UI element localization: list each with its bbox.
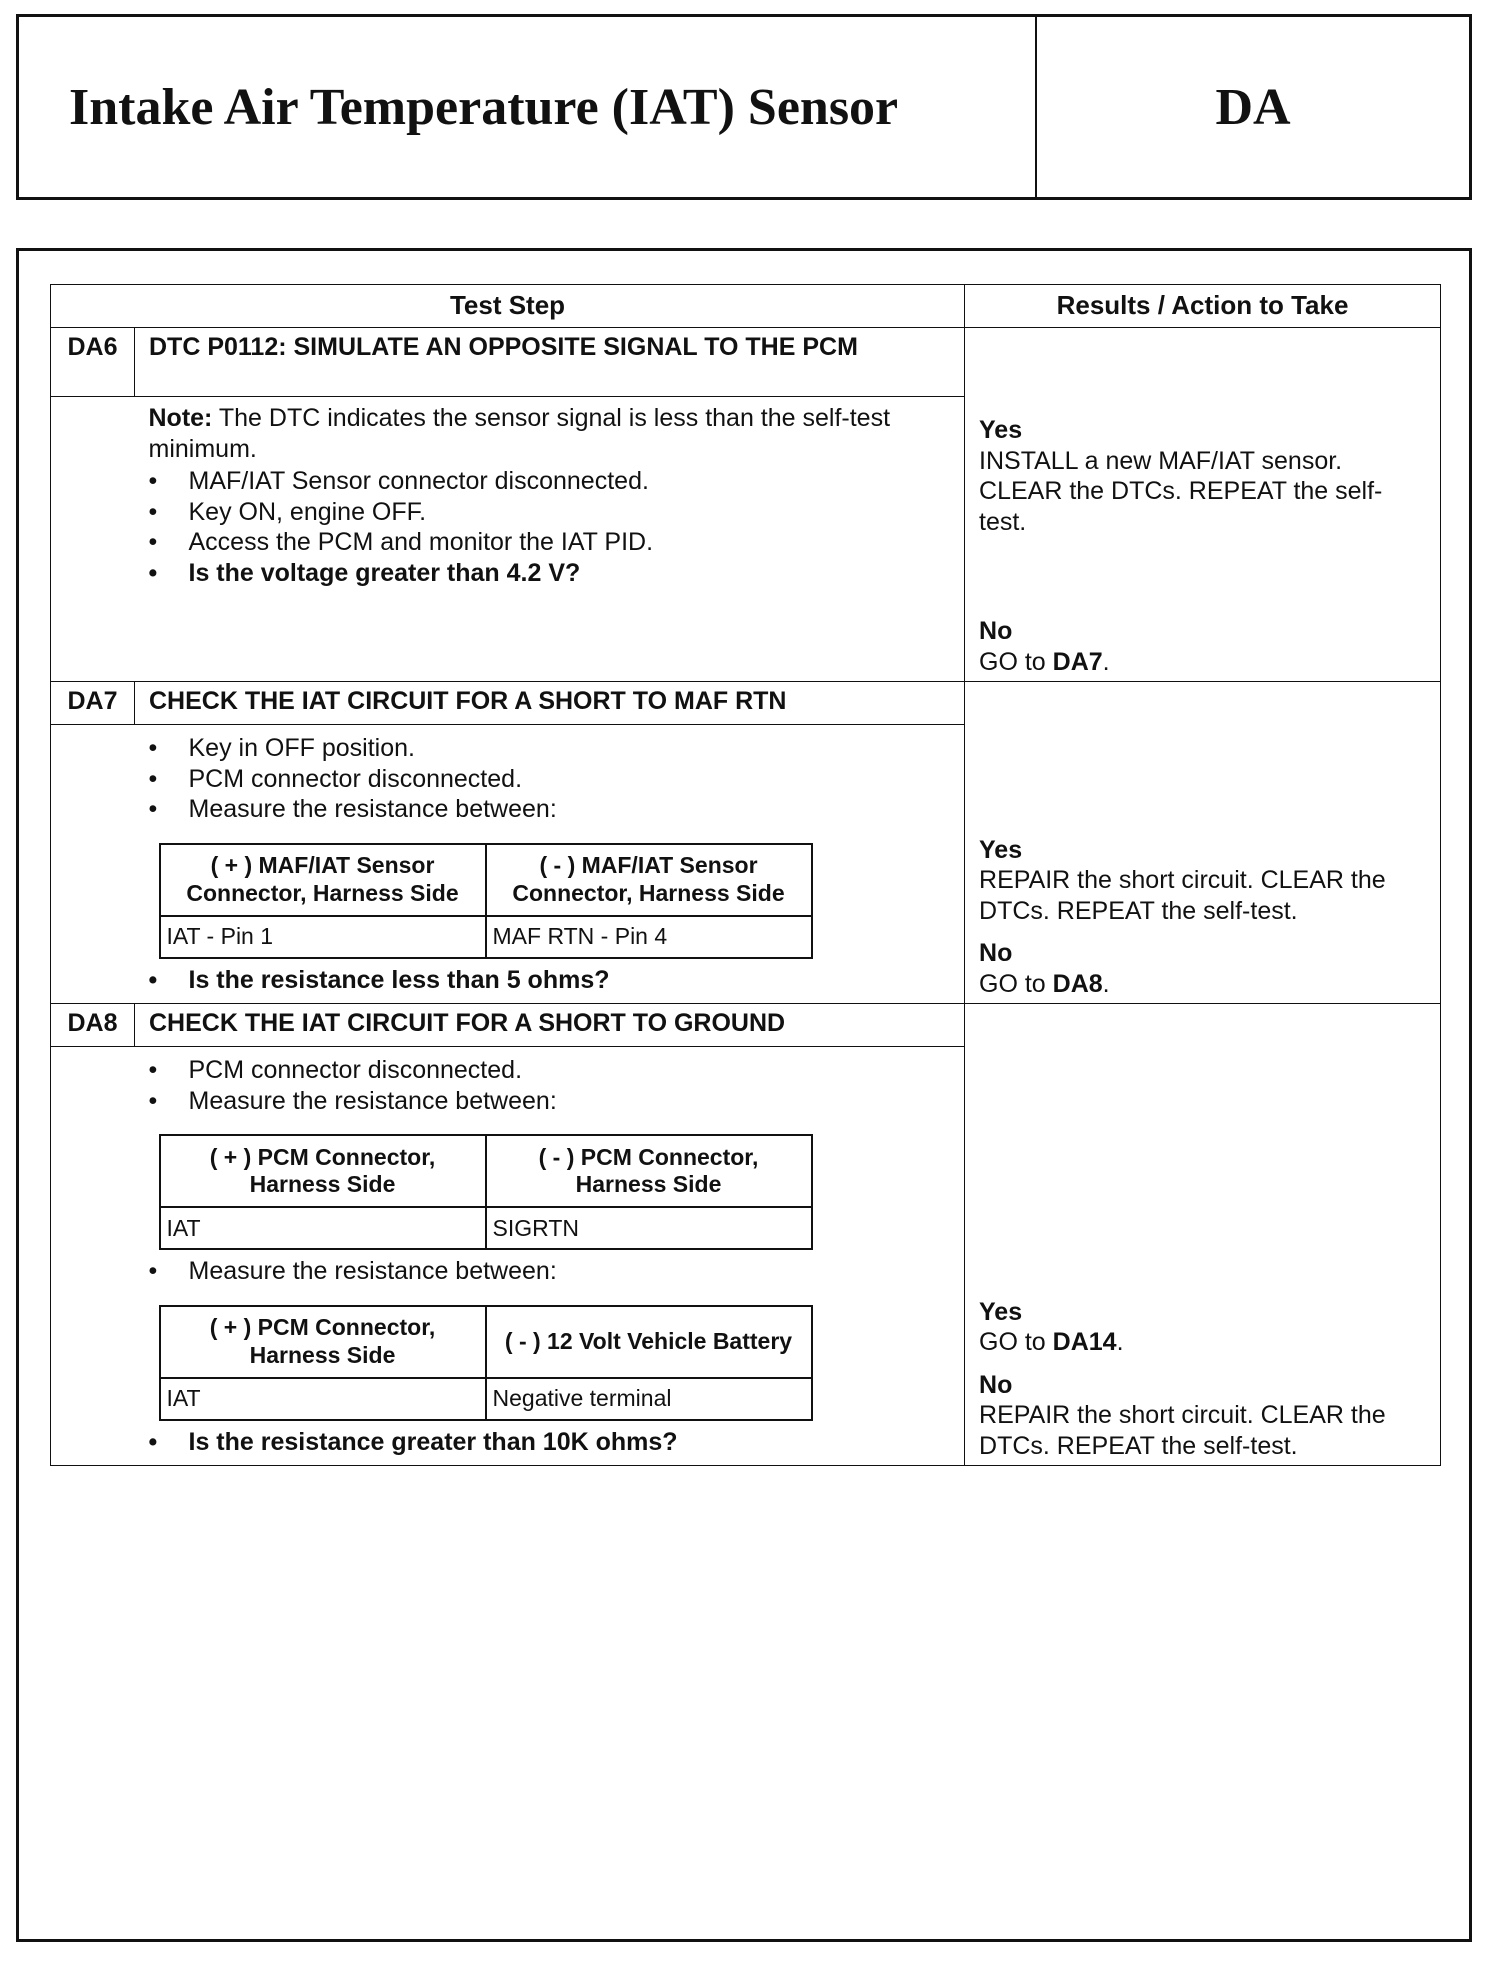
step-da6-title-row: [51, 328, 1441, 397]
question: • Is the resistance greater than 10K ohms?: [149, 1427, 953, 1458]
no-action: GO to DA8.: [979, 969, 1110, 998]
bullet-list: [149, 466, 953, 588]
measurement-header-negative: ( - ) MAF/IAT Sensor Connector, Harness Side: [486, 844, 812, 916]
list-item: • Measure the resistance between:: [149, 794, 953, 825]
measurement-table: [159, 843, 813, 959]
yes-action: GO to DA14.: [979, 1328, 1124, 1356]
measurement-value-positive: IAT: [160, 1378, 486, 1420]
yes-label: Yes: [979, 835, 1023, 864]
no-action: GO to DA7.: [979, 647, 1110, 676]
no-action: REPAIR the short circuit. CLEAR the DTCs. REPEAT the self-test.: [979, 1401, 1386, 1460]
no-label: No: [979, 1370, 1013, 1399]
question: • Is the resistance less than 5 ohms?: [149, 965, 953, 996]
step-body-da6: [135, 397, 965, 682]
list-item: • Key in OFF position.: [149, 733, 953, 764]
measurement-table: [159, 1134, 813, 1250]
list-item: • MAF/IAT Sensor connector disconnected.: [149, 466, 953, 497]
col-results: Results / Action to Take: [965, 285, 1441, 328]
no-label: No: [979, 617, 1013, 645]
bullet-list: [149, 965, 953, 996]
bullet-list: [149, 1055, 953, 1116]
note: Note: The DTC indicates the sensor signal is less than the self-test minimum.: [148, 404, 891, 463]
measurement-header-positive: ( + ) PCM Connector, Harness Side: [160, 1306, 486, 1378]
page-header: [16, 14, 1472, 200]
page-title: Intake Air Temperature (IAT) Sensor: [19, 17, 1037, 197]
empty-cell: [51, 1047, 135, 1466]
yes-action: REPAIR the short circuit. CLEAR the DTCs. REPEAT the self-test.: [979, 866, 1386, 925]
diagnostic-table: [50, 284, 1441, 1466]
bullet-list: [149, 1256, 953, 1287]
measurement-header-positive: ( + ) PCM Connector, Harness Side: [160, 1135, 486, 1207]
question: • Is the voltage greater than 4.2 V?: [149, 558, 953, 589]
measurement-header-negative: ( - ) 12 Volt Vehicle Battery: [486, 1306, 812, 1378]
step-title-da6: DTC P0112: SIMULATE AN OPPOSITE SIGNAL TO THE PCM: [135, 328, 965, 397]
step-body-da8: [135, 1047, 965, 1466]
measurement-value-positive: IAT - Pin 1: [160, 916, 486, 958]
list-item: • PCM connector disconnected.: [149, 1055, 953, 1086]
no-label: No: [979, 939, 1013, 967]
goto-da14: DA14: [1052, 1328, 1117, 1356]
measurement-header-negative: ( - ) PCM Connector, Harness Side: [486, 1135, 812, 1207]
step-title-da8: CHECK THE IAT CIRCUIT FOR A SHORT TO GROUND: [135, 1004, 965, 1047]
results-da8: [965, 1004, 1441, 1466]
results-da6: [965, 328, 1441, 682]
list-item: • PCM connector disconnected.: [149, 764, 953, 795]
step-id-da6: DA6: [51, 328, 135, 397]
yes-action: INSTALL a new MAF/IAT sensor. CLEAR the DTCs. REPEAT the self-test.: [979, 446, 1383, 536]
list-item: • Measure the resistance between:: [149, 1086, 953, 1117]
step-da8-title-row: [51, 1004, 1441, 1047]
step-da7-title-row: [51, 682, 1441, 725]
goto-da8: DA8: [1052, 969, 1103, 998]
list-item: • Key ON, engine OFF.: [149, 497, 953, 528]
section-code: DA: [1215, 78, 1291, 136]
measurement-table: [159, 1305, 813, 1421]
measurement-value-positive: IAT: [160, 1207, 486, 1249]
empty-cell: [51, 725, 135, 1004]
list-item: • Access the PCM and monitor the IAT PID.: [149, 527, 953, 558]
table-header-row: [51, 285, 1441, 328]
measurement-value-negative: SIGRTN: [486, 1207, 812, 1249]
yes-label: Yes: [979, 416, 1023, 444]
step-body-da7: [135, 725, 965, 1004]
step-id-da7: DA7: [51, 682, 135, 725]
empty-cell: [51, 397, 135, 682]
step-title-da7: CHECK THE IAT CIRCUIT FOR A SHORT TO MAF RTN: [135, 682, 965, 725]
measurement-value-negative: Negative terminal: [486, 1378, 812, 1420]
col-test-step: Test Step: [51, 285, 965, 328]
bullet-list: [149, 733, 953, 825]
results-da7: [965, 682, 1441, 1004]
measurement-header-positive: ( + ) MAF/IAT Sensor Connector, Harness Side: [160, 844, 486, 916]
measurement-value-negative: MAF RTN - Pin 4: [486, 916, 812, 958]
yes-label: Yes: [979, 1297, 1023, 1326]
step-id-da8: DA8: [51, 1004, 135, 1047]
bullet-list: [149, 1427, 953, 1458]
list-item: • Measure the resistance between:: [149, 1256, 953, 1287]
goto-da7: DA7: [1052, 647, 1103, 676]
